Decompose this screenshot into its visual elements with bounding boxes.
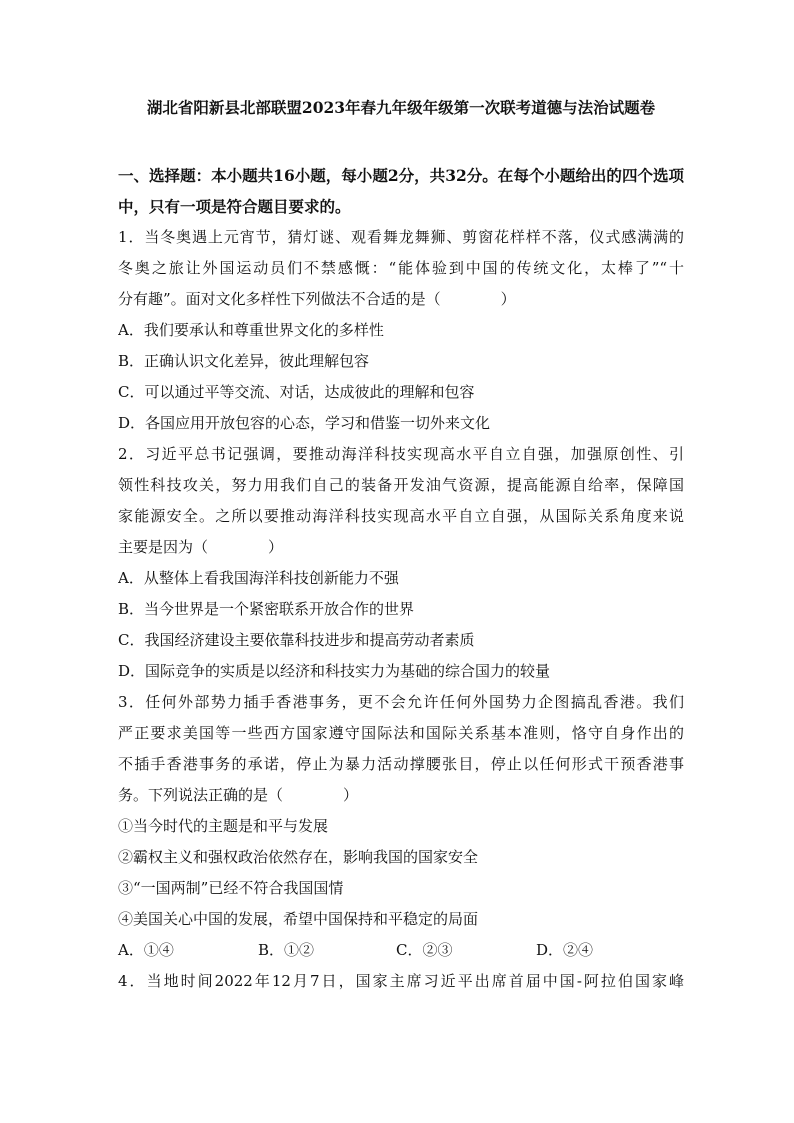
question-4-stem-line-1: 4．当地时间2022年12月7日，国家主席习近平出席首届中国-阿拉伯国家峰 xyxy=(118,972,684,990)
question-2 xyxy=(118,439,684,687)
exam-title: 湖北省阳新县北部联盟2023年春九年级年级第一次联考道德与法治试题卷 xyxy=(146,98,656,117)
question-2-option-c: C．我国经济建设主要依靠科技进步和提高劳动者素质 xyxy=(118,631,475,649)
question-3-options xyxy=(118,935,684,966)
question-3-option-c: C．②③ xyxy=(396,941,453,959)
question-2-stem-line-2: 领性科技攻关，努力用我们自己的装备开发油气资源，提高能源自给率，保障国 xyxy=(118,476,684,494)
question-3-stem-line-2: 严正要求美国等一些西方国家遵守国际法和国际关系基本准则，恪守自身作出的 xyxy=(118,724,684,742)
question-1-stem-line-3: 分有趣”。面对文化多样性下列做法不合适的是（ ） xyxy=(118,290,516,308)
question-1-option-c: C．可以通过平等交流、对话，达成彼此的理解和包容 xyxy=(118,383,475,401)
question-3-option-a: A．①④ xyxy=(118,941,174,959)
question-3-stem-line-4: 务。下列说法正确的是（ ） xyxy=(118,786,359,804)
question-1-stem-line-1: 1．当冬奥遇上元宵节，猜灯谜、观看舞龙舞狮、剪窗花样样不落，仪式感满满的 xyxy=(118,228,684,246)
question-3 xyxy=(118,687,684,966)
question-2-stem-line-4: 主要是因为（ ） xyxy=(118,538,284,556)
question-3-statement-1: ①当今时代的主题是和平与发展 xyxy=(118,817,329,835)
question-4 xyxy=(118,966,684,997)
question-2-option-a: A．从整体上看我国海洋科技创新能力不强 xyxy=(118,569,399,587)
question-2-stem-line-3: 家能源安全。之所以要推动海洋科技实现高水平自立自强，从国际关系角度来说 xyxy=(118,507,684,525)
question-3-statement-3: ③“一国两制”已经不符合我国国情 xyxy=(118,879,344,897)
question-1-option-a: A．我们要承认和尊重世界文化的多样性 xyxy=(118,321,384,339)
question-3-option-b: B．①② xyxy=(258,941,315,959)
question-3-statement-4: ④美国关心中国的发展，希望中国保持和平稳定的局面 xyxy=(118,910,479,928)
question-3-stem-line-1: 3．任何外部势力插手香港事务，更不会允许任何外国势力企图搞乱香港。我们 xyxy=(118,693,684,711)
question-1 xyxy=(118,222,684,439)
question-1-option-b: B．正确认识文化差异，彼此理解包容 xyxy=(118,352,370,370)
question-3-statement-2: ②霸权主义和强权政治依然存在，影响我国的国家安全 xyxy=(118,848,479,866)
question-2-option-b: B．当今世界是一个紧密联系开放合作的世界 xyxy=(118,600,415,618)
question-1-option-d: D．各国应用开放包容的心态，学习和借鉴一切外来文化 xyxy=(118,414,491,432)
question-3-option-d: D．②④ xyxy=(536,941,594,959)
question-2-stem-line-1: 2．习近平总书记强调，要推动海洋科技实现高水平自立自强，加强原创性、引 xyxy=(118,445,684,463)
question-2-option-d: D．国际竞争的实质是以经济和科技实力为基础的综合国力的较量 xyxy=(118,662,551,680)
question-1-stem-line-2: 冬奥之旅让外国运动员们不禁感慨：“能体验到中国的传统文化，太棒了”“十 xyxy=(118,259,684,277)
section-heading: 一、选择题：本小题共16小题，每小题2分，共32分。在每个小题给出的四个选项中，只有一项是符合题目要求的。 xyxy=(118,166,684,216)
question-3-stem-line-3: 不插手香港事务的承诺，停止为暴力活动撑腰张目，停止以任何形式干预香港事 xyxy=(118,755,684,773)
questions-body xyxy=(118,222,684,997)
